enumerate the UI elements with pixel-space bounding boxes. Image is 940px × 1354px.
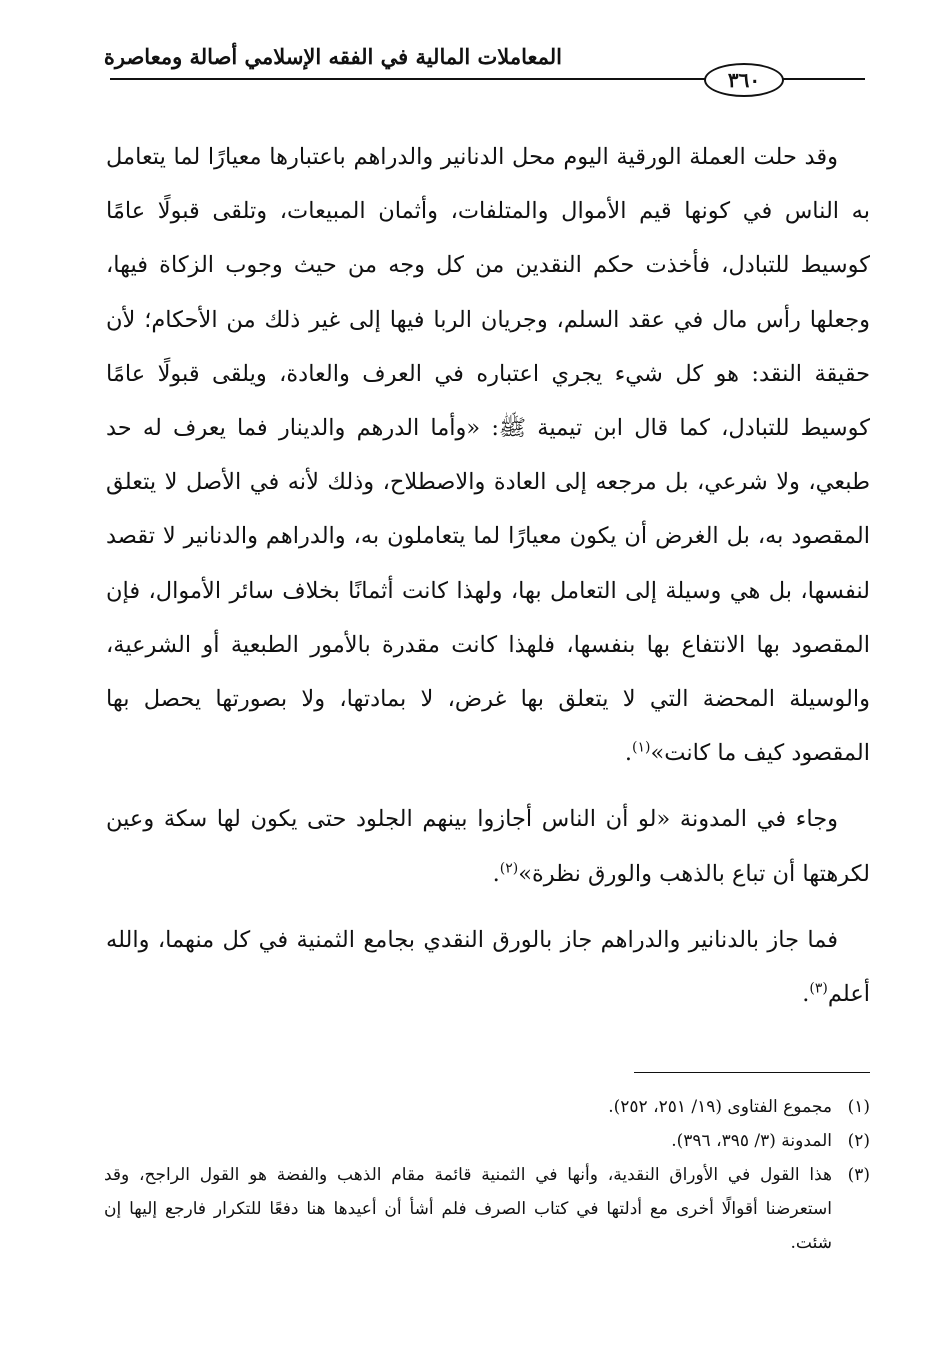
paragraph-text: وجاء في المدونة «لو أن الناس أجازوا بينهم الجلود حتى يكون لها سكة وعين لكرهتها أن تباع بالذهب والورق نظرة» xyxy=(106,806,870,887)
paragraph-end: . xyxy=(802,981,810,1008)
paragraph-conclusion xyxy=(106,913,870,1021)
footnotes xyxy=(104,1090,870,1260)
paragraph-end: . xyxy=(624,740,633,767)
paragraph-text: وقد حلت العملة الورقية اليوم محل الدنانير والدراهم باعتبارها معيارًا لما يتعامل به الناس في كونها قيم الأموال والمتلفات، وأثمان المبيعات، وتلقى قبولًا عامًا كوسيط للتبادل، فأخذت حكم النقدين من كل وجه من حيث وجوب الزكاة فيها، وجعلها رأس مال في عقد السلم، وجريان الربا فيها إلى غير ذلك من الأحكام؛ لأن حقيقة النقد: هو كل شيء يجري اعتباره في العرف والعادة، ويلقى قبولًا عامًا كوسيط للتبادل، كما قال ابن تيمية ﷺ: «وأما الدرهم والدينار فما يعرف له حد طبعي، ولا شرعي، بل مرجعه إلى العادة والاصطلاح، وذلك لأنه في الأصل لا يتعلق المقصود به، بل الغرض أن يكون معيارًا لما يتعاملون به، والدراهم والدنانير لا تقصد لنفسها، بل هي وسيلة إلى التعامل بها، ولهذا كانت أثمانًا بخلاف سائر الأموال، فإن المقصود بها الانتفاع بها بنفسها، فلهذا كانت مقدرة بالأمور الطبعية أو الشرعية، والوسيلة المحضة التي لا يتعلق بها غرض، لا بمادتها، ولا بصورتها يحصل بها المقصود كيف ما كانت» xyxy=(106,144,870,767)
paragraph-end: . xyxy=(492,860,500,887)
footnote-reference-1: (١) xyxy=(632,739,651,756)
footnote-rule xyxy=(634,1072,870,1073)
running-title: المعاملات المالية في الفقه الإسلامي أصالة ومعاصرة xyxy=(103,44,562,69)
footnote-text: مجموع الفتاوى (١٩/ ٢٥١، ٢٥٢). xyxy=(608,1097,832,1117)
footnote-1 xyxy=(104,1090,870,1124)
footnote-2 xyxy=(104,1124,870,1158)
footnote-reference-3: (٣) xyxy=(809,980,828,997)
footnote-text: هذا القول في الأوراق النقدية، وأنها في الثمنية قائمة مقام الذهب والفضة هو القول الراجح، وقد استعرضنا أقوالًا أخرى مع أدلتها في كتاب الصرف فلم أشأ أن أعيدها هنا دفعًا للتكرار فارجع إليها إن شئت. xyxy=(104,1165,832,1253)
footnote-3 xyxy=(104,1158,870,1260)
footnote-text: المدونة (٣/ ٣٩٥، ٣٩٦). xyxy=(671,1131,832,1151)
footnote-number: (٢) xyxy=(847,1131,870,1151)
paragraph-text: فما جاز بالدنانير والدراهم جاز بالورق النقدي بجامع الثمنية في كل منهما، والله أعلم xyxy=(106,926,870,1008)
page-number: ٣٦٠ xyxy=(704,63,784,97)
paragraph-mudawwana xyxy=(106,792,870,900)
footnote-number: (٣) xyxy=(847,1165,870,1185)
footnote-number: (١) xyxy=(847,1097,870,1117)
paragraph-banknotes xyxy=(106,130,870,780)
body-text xyxy=(106,130,870,1021)
footnote-reference-2: (٢) xyxy=(499,860,519,877)
